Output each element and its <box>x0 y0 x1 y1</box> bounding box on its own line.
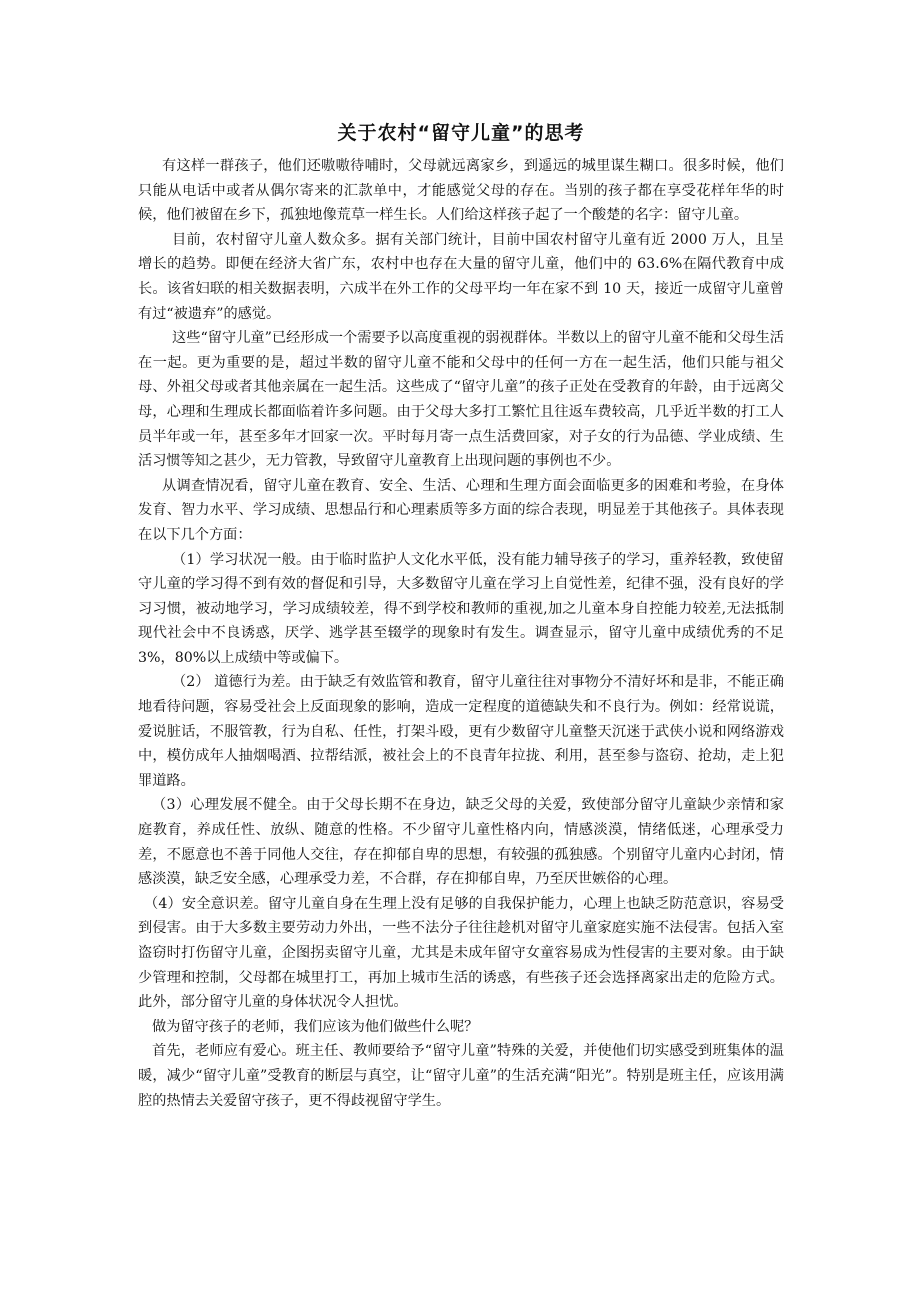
paragraph-vulnerable-group: 这些“留守儿童”已经形成一个需要予以高度重视的弱视群体。半数以上的留守儿童不能和父母生活在一起。更为重要的是，超过半数的留守儿童不能和父母中的任何一方在一起生活，他们只能与祖父母、外祖父母或者其他亲属在一起生活。这些成了“留守儿童”的孩子正处在受教育的年龄，由于远离父母，心理和生理成长都面临着许多问题。由于父母大多打工繁忙且往返车费较高，几乎近半数的打工人员半年或一年，甚至多年才回家一次。平时每月寄一点生活费回家，对子女的行为品德、学业成绩、生活习惯等知之甚少，无力管教，导致留守儿童教育上出现问题的事例也不少。 <box>138 330 784 470</box>
document-title: 关于农村“留守儿童”的思考 <box>337 122 585 144</box>
paragraph-point-2: （2） 道德行为差。由于缺乏有效监管和教育，留守儿童往往对事物分不清好坏和是非，不能正确地看待问题，容易受社会上反面现象的影响，造成一定程度的道德缺失和不良行为。例如：经常说谎，爱说脏话，不服管教，行为自私、任性，打架斗殴，更有少数留守儿童整天沉迷于武侠小说和网络游戏中，模仿成年人抽烟喝酒、拉帮结派，被社会上的不良青年拉拢、利用，甚至参与盗窃、抢劫，走上犯罪道路。 <box>138 674 784 789</box>
paragraph-point-3: （3）心理发展不健全。由于父母长期不在身边，缺乏父母的关爱，致使部分留守儿童缺少亲情和家庭教育，养成任性、放纵、随意的性格。不少留守儿童性格内向，情感淡漠，情绪低迷，心理承受力差，不愿意也不善于同他人交往，存在抑郁自卑的思想，有较强的孤独感。个别留守儿童内心封闭，情感淡漠，缺乏安全感，心理承受力差，不合群，存在抑郁自卑，乃至厌世嫉俗的心理。 <box>138 797 784 888</box>
paragraph-first-measure: 首先，老师应有爱心。班主任、教师要给予“留守儿童”特殊的关爱，并使他们切实感受到班集体的温暖，减少“留守儿童”受教育的断层与真空，让“留守儿童”的生活充满“阳光”。特别是班主任，应该用满腔的热情去关爱留守孩子，更不得歧视留守学生。 <box>138 1043 784 1109</box>
paragraph-point-1: （1）学习状况一般。由于临时监护人文化水平低，没有能力辅导孩子的学习，重养轻教，致使留守儿童的学习得不到有效的督促和引导，大多数留守儿童在学习上自觉性差，纪律不强，没有良好的学习习惯，被动地学习，学习成绩较差，得不到学校和教师的重视,加之儿童本身自控能力较差,无法抵制现代社会中不良诱惑，厌学、逃学甚至辍学的现象时有发生。调查显示，留守儿童中成绩优秀的不足 3%，80%以上成绩中等或偏下。 <box>138 551 784 666</box>
paragraph-question: 做为留守孩子的老师，我们应该为他们做些什么呢？ <box>152 1018 479 1035</box>
paragraph-statistics: 目前，农村留守儿童人数众多。据有关部门统计，目前中国农村留守儿童有近 2000 万人，且呈增长的趋势。即便在经济大省广东，农村中也存在大量的留守儿童，他们中的 63.6%在隔代教育中成长。该省妇联的相关数据表明，六成半在外工作的父母平均一年在家不到 10 天，接近一成留守儿童曾有过“被遗弃”的感觉。 <box>138 231 784 322</box>
paragraph-intro: 有这样一群孩子，他们还嗷嗷待哺时，父母就远离家乡，到遥远的城里谋生糊口。很多时候，他们只能从电话中或者从偶尔寄来的汇款单中，才能感觉父母的存在。当别的孩子都在享受花样年华的时候，他们被留在乡下，孤独地像荒草一样生长。人们给这样孩子起了一个酸楚的名字：留守儿童。 <box>138 158 784 224</box>
document-page <box>138 118 784 1113</box>
paragraph-point-4: （4）安全意识差。留守儿童自身在生理上没有足够的自我保护能力，心理上也缺乏防范意识，容易受到侵害。由于大多数主要劳动力外出，一些不法分子往往趁机对留守儿童家庭实施不法侵害。包括入室盗窃时打伤留守儿童，企图拐卖留守儿童，尤其是未成年留守女童容易成为性侵害的主要对象。由于缺少管理和控制，父母都在城里打工，再加上城市生活的诱惑，有些孩子还会选择离家出走的危险方式。此外，部分留守儿童的身体状况令人担忧。 <box>138 895 784 1011</box>
paragraph-survey: 从调查情况看，留守儿童在教育、安全、生活、心理和生理方面会面临更多的困难和考验，在身体发育、智力水平、学习成绩、思想品行和心理素质等多方面的综合表现，明显差于其他孩子。具体表现在以下几个方面： <box>138 477 784 543</box>
